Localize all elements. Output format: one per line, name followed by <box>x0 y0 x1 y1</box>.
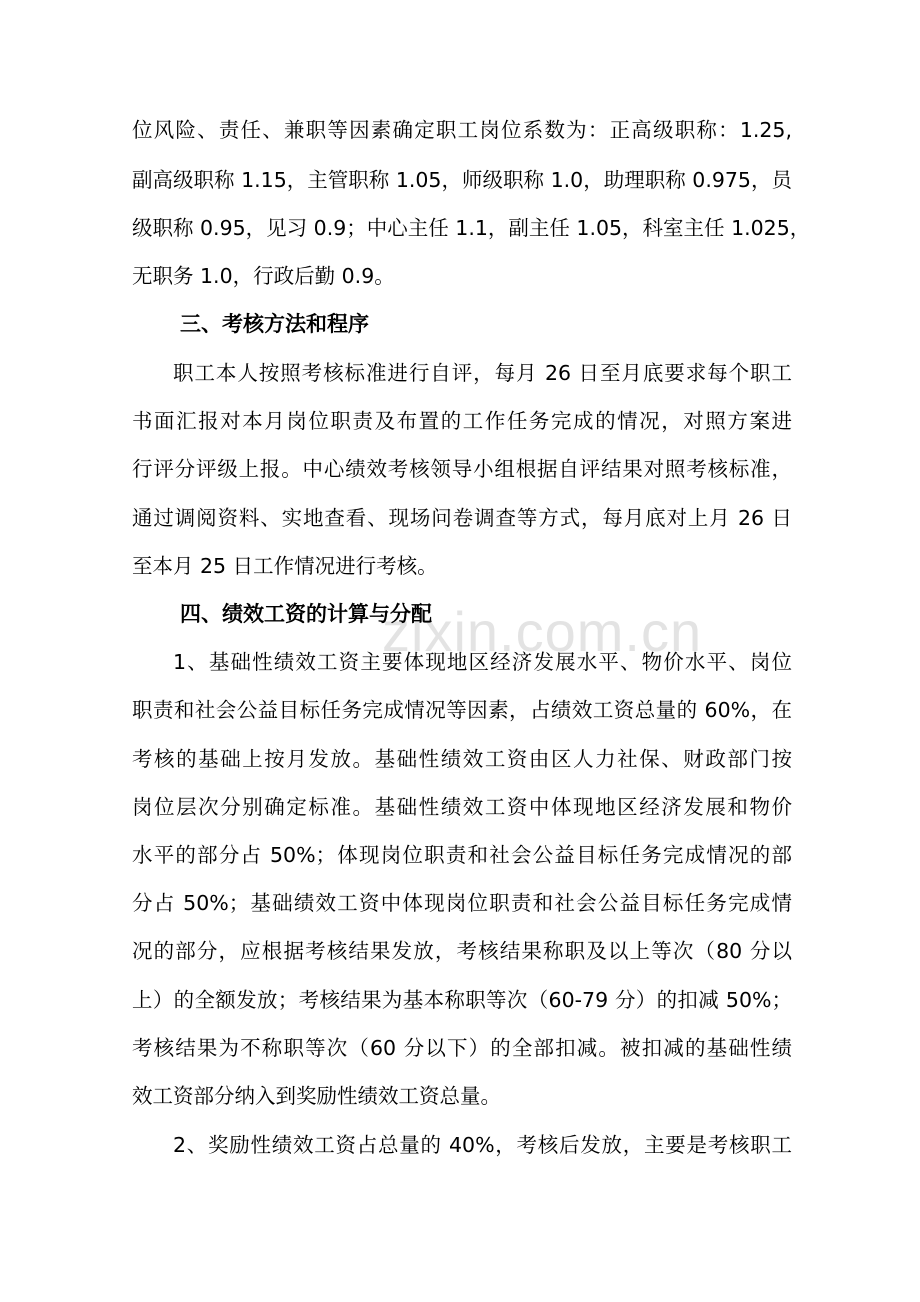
paragraph-line: 岗位层次分别确定标准。基础性绩效工资中体现地区经济发展和物价 <box>132 795 792 819</box>
paragraph-line: 副高级职称 1.15，主管职称 1.05，师级职称 1.0，助理职称 0.975，员 <box>132 168 792 192</box>
paragraph-line: 职工本人按照考核标准进行自评，每月 26 日至月底要求每个职工 <box>173 361 792 385</box>
section-heading: 四、绩效工资的计算与分配 <box>180 602 432 626</box>
watermark: zixin.com.cn <box>382 600 703 663</box>
paragraph-line: 分占 50%；基础绩效工资中体现岗位职责和社会公益目标任务完成情 <box>132 891 792 915</box>
paragraph-line: 职责和社会公益目标任务完成情况等因素，占绩效工资总量的 60%，在 <box>132 698 792 722</box>
paragraph-line: 考核的基础上按月发放。基础性绩效工资由区人力社保、财政部门按 <box>132 747 792 771</box>
paragraph-line: 书面汇报对本月岗位职责及布置的工作任务完成的情况，对照方案进 <box>132 409 792 433</box>
paragraph-line: 至本月 25 日工作情况进行考核。 <box>132 554 438 578</box>
section-heading: 三、考核方法和程序 <box>180 312 369 336</box>
paragraph-line: 水平的部分占 50%；体现岗位职责和社会公益目标任务完成情况的部 <box>132 843 792 867</box>
paragraph-line: 效工资部分纳入到奖励性绩效工资总量。 <box>132 1084 501 1108</box>
paragraph-line: 1、基础性绩效工资主要体现地区经济发展水平、物价水平、岗位 <box>173 650 792 674</box>
paragraph-line: 上）的全额发放；考核结果为基本称职等次（60-79 分）的扣减 50%； <box>132 988 792 1012</box>
paragraph-line: 2、奖励性绩效工资占总量的 40%，考核后发放，主要是考核职工 <box>173 1133 792 1157</box>
paragraph-line: 通过调阅资料、实地查看、现场问卷调查等方式，每月底对上月 26 日 <box>132 506 792 530</box>
paragraph-line: 级职称 0.95，见习 0.9；中心主任 1.1，副主任 1.05，科室主任 1.025， <box>132 216 811 240</box>
paragraph-line: 行评分评级上报。中心绩效考核领导小组根据自评结果对照考核标准， <box>132 457 792 481</box>
paragraph-line: 位风险、责任、兼职等因素确定职工岗位系数为：正高级职称：1.25, <box>132 118 792 142</box>
paragraph-line: 无职务 1.0，行政后勤 0.9。 <box>132 264 395 288</box>
paragraph-line: 考核结果为不称职等次（60 分以下）的全部扣减。被扣减的基础性绩 <box>132 1036 792 1060</box>
paragraph-line: 况的部分，应根据考核结果发放，考核结果称职及以上等次（80 分以 <box>132 939 792 963</box>
